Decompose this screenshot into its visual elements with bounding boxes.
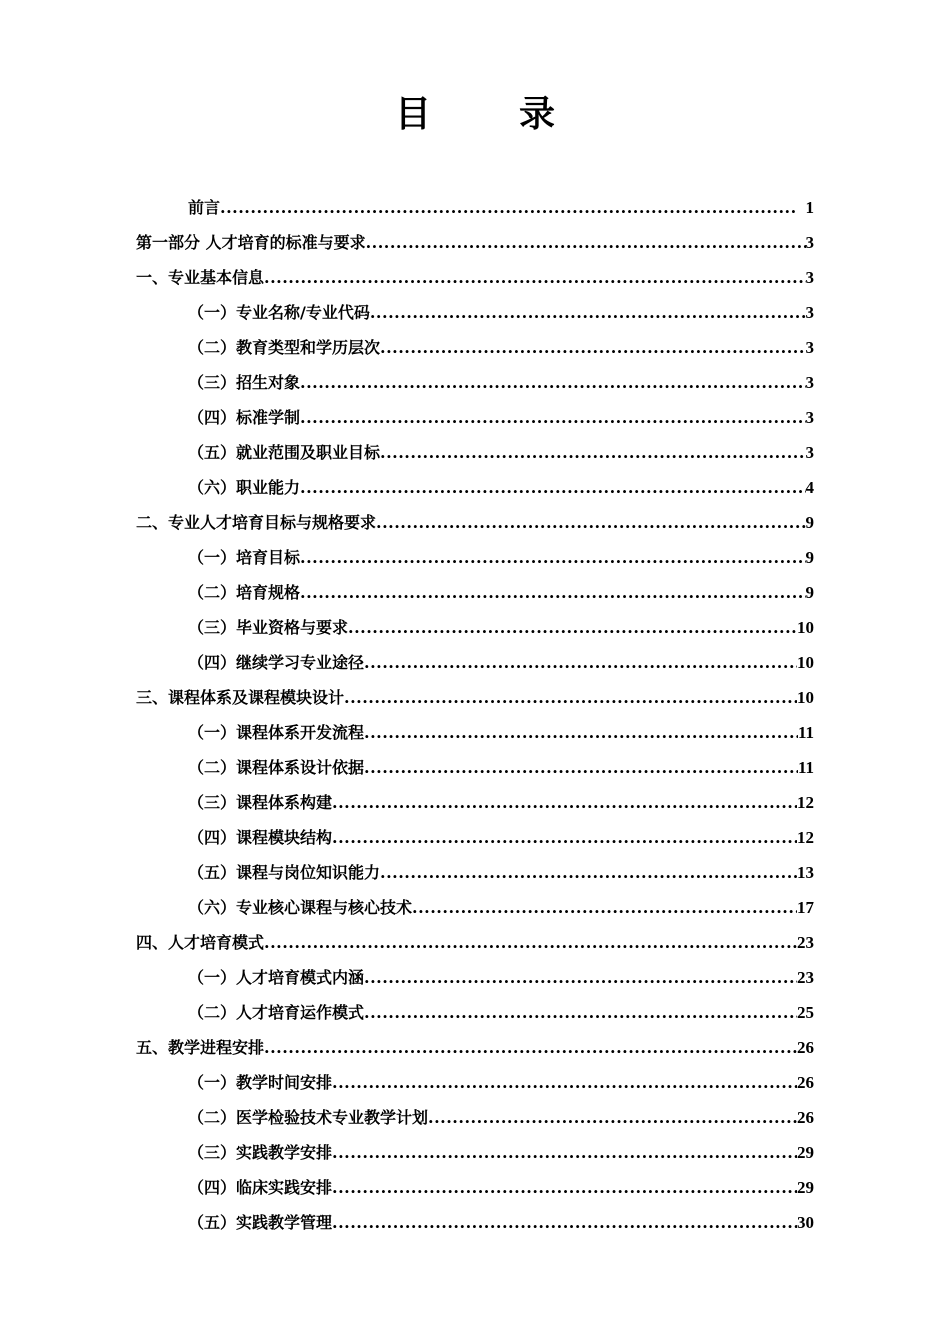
toc-entry[interactable] xyxy=(136,645,814,680)
toc-dot-leader xyxy=(300,365,805,400)
toc-entry[interactable] xyxy=(136,295,814,330)
toc-entry-label: （一）培育目标 xyxy=(188,548,301,567)
toc-entry[interactable] xyxy=(136,610,814,645)
toc-entry-label: （三）招生对象 xyxy=(188,373,301,392)
toc-entry[interactable] xyxy=(136,1030,814,1065)
toc-entry-label: （四）课程模块结构 xyxy=(188,828,333,847)
toc-dot-leader xyxy=(344,680,797,715)
toc-dot-leader xyxy=(428,1100,797,1135)
toc-dot-leader xyxy=(364,750,798,785)
toc-entry[interactable] xyxy=(136,680,814,715)
toc-entry[interactable] xyxy=(136,1205,814,1240)
toc-entry-page-number: 9 xyxy=(805,513,814,532)
toc-dot-leader xyxy=(364,645,797,680)
toc-entry-page-number: 10 xyxy=(797,688,814,707)
toc-entry[interactable] xyxy=(136,330,814,365)
toc-entry[interactable] xyxy=(136,715,814,750)
toc-entry-page-number: 4 xyxy=(805,478,814,497)
toc-entry-label: （三）实践教学安排 xyxy=(188,1143,333,1162)
toc-entry-label: （一）人才培育模式内涵 xyxy=(188,968,365,987)
toc-entry-page-number: 26 xyxy=(797,1108,814,1127)
toc-entry[interactable] xyxy=(136,995,814,1030)
toc-entry-label: （四）继续学习专业途径 xyxy=(188,653,365,672)
toc-entry-label: （二）人才培育运作模式 xyxy=(188,1003,365,1022)
toc-entry-label: （二）课程体系设计依据 xyxy=(188,758,365,777)
toc-entry[interactable] xyxy=(136,855,814,890)
toc-entry[interactable] xyxy=(136,575,814,610)
toc-dot-leader xyxy=(264,925,797,960)
toc-entry-page-number: 3 xyxy=(805,373,814,392)
toc-entry-page-number: 26 xyxy=(797,1038,814,1057)
toc-entry-label: （六）职业能力 xyxy=(188,478,301,497)
toc-entry[interactable] xyxy=(136,960,814,995)
toc-entry-page-number: 26 xyxy=(797,1073,814,1092)
toc-dot-leader xyxy=(364,715,798,750)
toc-dot-leader xyxy=(366,225,806,260)
toc-dot-leader xyxy=(364,960,797,995)
toc-dot-leader xyxy=(332,1135,797,1170)
toc-dot-leader xyxy=(332,1205,797,1240)
toc-entry-label: 二、专业人才培育目标与规格要求 xyxy=(136,513,377,532)
toc-entry-label: 一、专业基本信息 xyxy=(136,268,265,287)
toc-entry-label: （五）实践教学管理 xyxy=(188,1213,333,1232)
toc-entry-page-number: 30 xyxy=(797,1213,814,1232)
toc-entry-page-number: 17 xyxy=(797,898,814,917)
toc-dot-leader xyxy=(370,295,806,330)
toc-entry[interactable] xyxy=(136,785,814,820)
toc-entry-label: （六）专业核心课程与核心技术 xyxy=(188,898,413,917)
toc-entry[interactable] xyxy=(136,925,814,960)
toc-entry[interactable] xyxy=(136,540,814,575)
toc-entry[interactable] xyxy=(136,400,814,435)
toc-entry-page-number: 3 xyxy=(805,338,814,357)
toc-entry[interactable] xyxy=(136,260,814,295)
toc-dot-leader xyxy=(264,1030,797,1065)
toc-entry-label: （四）标准学制 xyxy=(188,408,301,427)
toc-entry-label: 前言 xyxy=(188,198,221,217)
toc-entry-label: 三、课程体系及课程模块设计 xyxy=(136,688,345,707)
table-of-contents xyxy=(136,190,814,1240)
toc-entry-page-number: 11 xyxy=(797,758,814,777)
toc-entry-page-number: 29 xyxy=(797,1178,814,1197)
toc-dot-leader xyxy=(332,820,797,855)
toc-entry-label: 四、人才培育模式 xyxy=(136,933,265,952)
toc-dot-leader xyxy=(332,1170,797,1205)
toc-dot-leader xyxy=(380,855,797,890)
toc-entry-page-number: 3 xyxy=(805,408,814,427)
toc-dot-leader xyxy=(332,785,797,820)
toc-dot-leader xyxy=(364,995,797,1030)
toc-entry-page-number: 10 xyxy=(797,653,814,672)
toc-entry-label: （二）培育规格 xyxy=(188,583,301,602)
toc-entry-label: （三）课程体系构建 xyxy=(188,793,333,812)
toc-entry[interactable] xyxy=(136,1135,814,1170)
toc-entry[interactable] xyxy=(136,750,814,785)
toc-entry-page-number: 10 xyxy=(797,618,814,637)
toc-entry-label: （一）教学时间安排 xyxy=(188,1073,333,1092)
page-title: 目 录 xyxy=(394,94,581,135)
toc-entry-page-number: 13 xyxy=(797,863,814,882)
toc-dot-leader xyxy=(376,505,805,540)
toc-entry-label: （一）课程体系开发流程 xyxy=(188,723,365,742)
toc-dot-leader xyxy=(300,400,805,435)
toc-entry-page-number: 12 xyxy=(797,793,814,812)
toc-dot-leader xyxy=(412,890,797,925)
toc-entry-page-number: 9 xyxy=(805,583,814,602)
toc-entry-page-number: 23 xyxy=(797,933,814,952)
toc-dot-leader xyxy=(300,470,805,505)
toc-entry-page-number: 3 xyxy=(805,303,814,322)
toc-entry-page-number: 11 xyxy=(797,723,814,742)
toc-dot-leader xyxy=(380,330,805,365)
toc-entry[interactable] xyxy=(136,435,814,470)
toc-entry-label: （二）医学检验技术专业教学计划 xyxy=(188,1108,429,1127)
toc-dot-leader xyxy=(300,540,805,575)
toc-entry[interactable] xyxy=(136,470,814,505)
toc-dot-leader xyxy=(220,190,797,225)
toc-entry-label: （五）课程与岗位知识能力 xyxy=(188,863,381,882)
toc-dot-leader xyxy=(300,575,805,610)
toc-entry[interactable] xyxy=(136,505,814,540)
toc-dot-leader xyxy=(380,435,805,470)
toc-dot-leader xyxy=(332,1065,797,1100)
toc-entry[interactable] xyxy=(136,190,814,225)
toc-entry-label: 五、教学进程安排 xyxy=(136,1038,265,1057)
toc-entry-page-number: 25 xyxy=(797,1003,814,1022)
toc-entry-page-number: 1 xyxy=(805,198,814,217)
toc-entry-label: （五）就业范围及职业目标 xyxy=(188,443,381,462)
toc-entry-page-number: 29 xyxy=(797,1143,814,1162)
toc-entry[interactable] xyxy=(136,890,814,925)
toc-entry-label: （三）毕业资格与要求 xyxy=(188,618,349,637)
toc-entry-page-number: 3 xyxy=(805,233,814,252)
toc-entry-label: （四）临床实践安排 xyxy=(188,1178,333,1197)
toc-entry-label: 第一部分 人才培育的标准与要求 xyxy=(136,233,366,252)
toc-entry-page-number: 23 xyxy=(797,968,814,987)
toc-entry-page-number: 9 xyxy=(805,548,814,567)
toc-dot-leader xyxy=(348,610,797,645)
toc-entry-page-number: 3 xyxy=(805,443,814,462)
toc-entry[interactable] xyxy=(136,225,814,260)
toc-entry-page-number: 12 xyxy=(797,828,814,847)
toc-entry[interactable] xyxy=(136,365,814,400)
toc-entry-label: （一）专业名称/专业代码 xyxy=(188,303,370,322)
toc-entry[interactable] xyxy=(136,1100,814,1135)
toc-entry-page-number: 3 xyxy=(805,268,814,287)
toc-entry[interactable] xyxy=(136,1170,814,1205)
toc-entry[interactable] xyxy=(136,820,814,855)
toc-entry-label: （二）教育类型和学历层次 xyxy=(188,338,381,357)
toc-dot-leader xyxy=(264,260,805,295)
toc-entry[interactable] xyxy=(136,1065,814,1100)
